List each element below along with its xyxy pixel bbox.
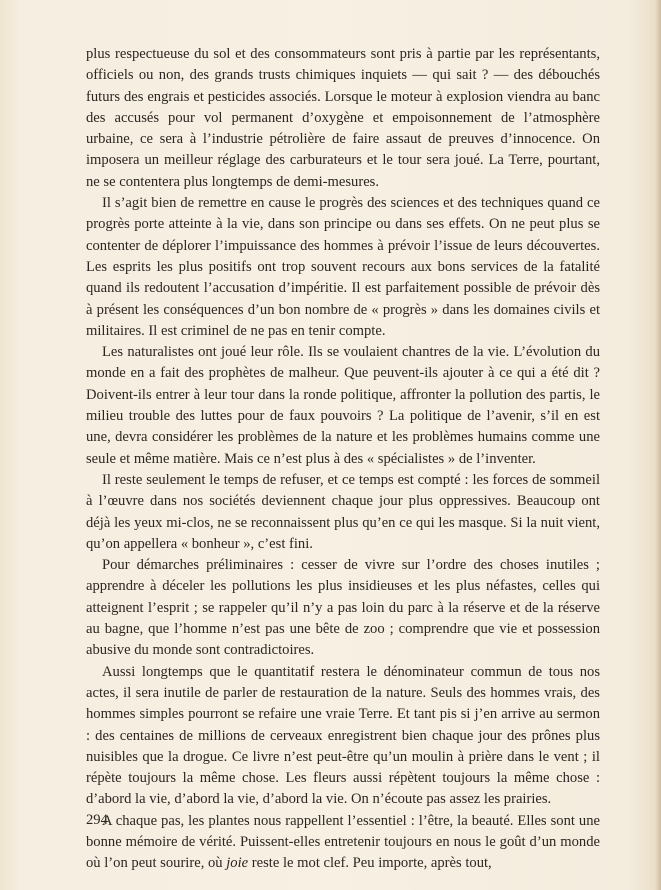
- paragraph-3: Les naturalistes ont joué leur rôle. Ils se voulaient chantres de la vie. L’évolution du monde en a fait des prophètes de malheur. Que peuvent-ils ajouter à ce qui a été dit ? Doivent-ils entrer à leur tour dans la ronde politique, affronter la pollution des partis, le milieu trouble des luttes pour de faux pouvoirs ? La politique de l’avenir, s’il en est une, devra considérer les problèmes de la nature et les problèmes humains comme une seule et même matière. Mais ce n’est plus à des « spécialistes » de l’inventer.: [86, 344, 600, 467]
- page-edge-shadow: [655, 0, 661, 890]
- paragraph-2: Il s’agit bien de remettre en cause le progrès des sciences et des techniques quand ce progrès porte atteinte à la vie, dans son principe ou dans ses effets. On ne peut plus se contenter de déplorer l’impuissance des hommes à prévoir l’issue de leurs découvertes. Les esprits les plus positifs ont trop souvent recours aux bons services de la fatalité quand ils redoutent l’accusation d’impéritie. Il est parfaitement possible de prévoir dès à présent les conséquences d’un bon nombre de « progrès » dans les domaines civils et militaires. Il est criminel de ne pas en tenir compte.: [86, 195, 600, 339]
- paragraph-7-start: A chaque pas, les plantes nous rappellent l’essentiel : l’être, la beauté. Elles sont une bonne mémoire de vérité. Puissent-elles entretenir toujours en nous le goût d’un monde où l’on peut sourire, où: [86, 812, 600, 872]
- paragraph-7: [86, 811, 600, 875]
- body-text: [86, 44, 600, 875]
- paragraph-6: Aussi longtemps que le quantitatif restera le dénominateur commun de tous nos actes, il sera inutile de parler de restauration de la nature. Seuls des hommes vrais, des hommes simples pourront se refaire une vraie Terre. Et tant pis si j’en arrive au sermon : des centaines de millions de cerveaux enregistrent bien chaque jour des prônes plus nuisibles que la drogue. Ce livre n’est peut-être qu’un moulin à prière dans le vent ; il répète toujours la même chose. Les fleurs aussi répètent toujours la même chose : d’abord la vie, d’abord la vie, d’abord la vie. On n’écoute pas assez les prairies.: [86, 663, 600, 808]
- paragraph-1: plus respectueuse du sol et des consommateurs sont pris à partie par les représentants, officiels ou non, des grands trusts chimiques inquiets — qui sait ? — des débouchés futurs des engrais et pesticides associés. Lorsque le moteur à explosion viendra au banc des accusés pour vol permanent d’oxygène et empoisonnement de l’atmosphère urbaine, ce sera à l’industrie pétrolière de faire assaut de preuves d’innocence. On imposera un meilleur réglage des carburateurs et le tour sera joué. La Terre, pourtant, ne se contentera plus longtemps de demi-mesures.: [86, 46, 600, 190]
- emphasized-word: joie: [226, 855, 249, 872]
- page-number: 294: [86, 812, 108, 828]
- paragraph-7-end: reste le mot clef. Peu importe, après tout,: [248, 855, 492, 872]
- paragraph-4: Il reste seulement le temps de refuser, et ce temps est compté : les forces de sommeil à l’œuvre dans nos sociétés deviennent chaque jour plus oppressives. Beaucoup ont déjà les yeux mi-clos, ne se reconnaissent plus qu’en ce qui les masque. Si la nuit vient, qu’on appellera « bonheur », c’est fini.: [86, 471, 600, 552]
- paragraph-5: Pour démarches préliminaires : cesser de vivre sur l’ordre des choses inutiles ; apprendre à déceler les pollutions les plus insidieuses et les plus néfastes, celles qui atteignent l’esprit ; se rappeler qu’il n’y a pas loin du parc à la réserve et de la réserve au bagne, que l’homme n’est pas une bête de zoo ; comprendre que vie et possession abusive du monde sont contradictoires.: [86, 557, 600, 659]
